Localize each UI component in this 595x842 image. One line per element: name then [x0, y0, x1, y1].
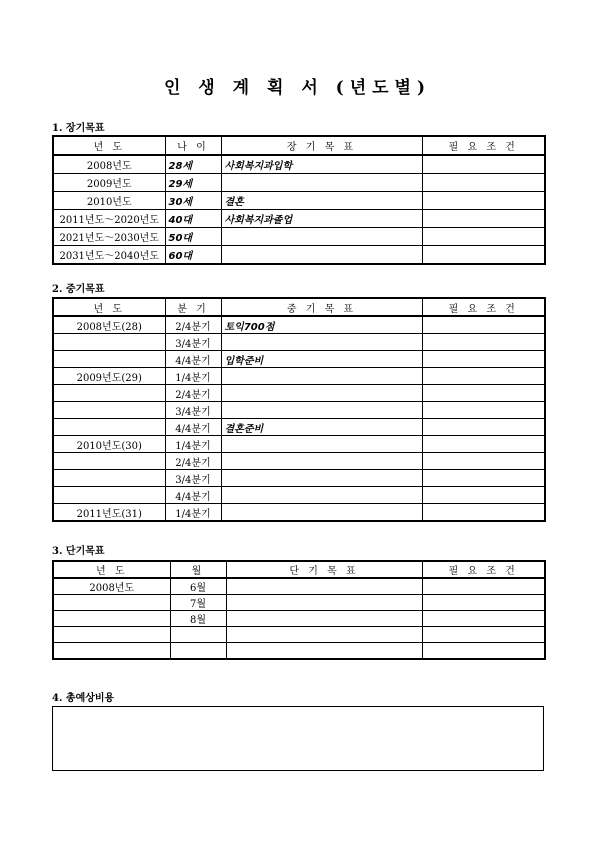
month-cell[interactable]	[170, 627, 226, 643]
goal-cell[interactable]: 결혼준비	[221, 419, 422, 436]
table-row	[53, 192, 545, 210]
header-requirements: 필 요 조 건	[422, 136, 545, 155]
requirement-cell[interactable]	[422, 643, 545, 660]
goal-cell[interactable]: 결혼	[221, 192, 422, 210]
age-cell[interactable]: 60대	[165, 246, 221, 265]
year-cell[interactable]: 2011년도(31)	[53, 504, 165, 522]
header-quarter: 분 기	[165, 298, 221, 316]
age-cell[interactable]: 29세	[165, 174, 221, 192]
table-row	[53, 487, 545, 504]
quarter-cell[interactable]: 3/4분기	[165, 334, 221, 351]
quarter-cell[interactable]: 2/4분기	[165, 385, 221, 402]
age-cell[interactable]: 40대	[165, 210, 221, 228]
table-row	[53, 595, 545, 611]
table-row	[53, 385, 545, 402]
quarter-cell[interactable]: 2/4분기	[165, 453, 221, 470]
goal-cell[interactable]	[221, 504, 422, 522]
requirement-cell[interactable]	[422, 155, 545, 174]
requirement-cell[interactable]	[422, 174, 545, 192]
month-cell[interactable]: 7월	[170, 595, 226, 611]
requirement-cell[interactable]	[422, 595, 545, 611]
mid-term-goals-table	[52, 297, 546, 522]
header-requirements: 필 요 조 건	[422, 561, 545, 578]
table-row	[53, 643, 545, 660]
table-header-row	[53, 298, 545, 316]
section-heading-total-cost: 4. 총예상비용	[52, 693, 115, 704]
quarter-cell[interactable]: 4/4분기	[165, 419, 221, 436]
page-title: 인 생 계 획 서 (년도별)	[163, 78, 432, 98]
goal-cell[interactable]	[221, 470, 422, 487]
year-cell[interactable]: 2010년도	[53, 192, 165, 210]
requirement-cell[interactable]	[422, 470, 545, 487]
requirement-cell[interactable]	[422, 334, 545, 351]
year-cell[interactable]	[53, 643, 170, 660]
table-row	[53, 419, 545, 436]
requirement-cell[interactable]	[422, 246, 545, 265]
year-cell[interactable]: 2031년도～2040년도	[53, 246, 165, 265]
year-cell[interactable]	[53, 453, 165, 470]
requirement-cell[interactable]	[422, 419, 545, 436]
table-row	[53, 504, 545, 522]
quarter-cell[interactable]: 1/4분기	[165, 368, 221, 385]
year-cell[interactable]	[53, 611, 170, 627]
table-row	[53, 351, 545, 368]
month-cell[interactable]: 8월	[170, 611, 226, 627]
header-year: 년 도	[53, 561, 170, 578]
goal-cell[interactable]	[221, 246, 422, 265]
goal-cell[interactable]	[221, 174, 422, 192]
requirement-cell[interactable]	[422, 402, 545, 419]
age-cell[interactable]: 30세	[165, 192, 221, 210]
table-row	[53, 174, 545, 192]
goal-cell[interactable]	[221, 436, 422, 453]
age-cell[interactable]: 28세	[165, 155, 221, 174]
header-short-term-goal: 단 기 목 표	[226, 561, 422, 578]
goal-cell[interactable]: 입학준비	[221, 351, 422, 368]
header-year: 년 도	[53, 136, 165, 155]
goal-cell[interactable]	[221, 334, 422, 351]
requirement-cell[interactable]	[422, 228, 545, 246]
year-cell[interactable]: 2009년도	[53, 174, 165, 192]
quarter-cell[interactable]: 3/4분기	[165, 470, 221, 487]
requirement-cell[interactable]	[422, 578, 545, 595]
table-row	[53, 316, 545, 334]
requirement-cell[interactable]	[422, 627, 545, 643]
total-cost-box[interactable]	[52, 706, 544, 771]
table-row	[53, 470, 545, 487]
quarter-cell[interactable]: 1/4분기	[165, 436, 221, 453]
month-cell[interactable]	[170, 643, 226, 660]
requirement-cell[interactable]	[422, 316, 545, 334]
goal-cell[interactable]	[221, 487, 422, 504]
goal-cell[interactable]	[221, 228, 422, 246]
year-cell[interactable]: 2010년도(30)	[53, 436, 165, 453]
table-row	[53, 246, 545, 265]
goal-cell[interactable]: 사회복지과졸업	[221, 210, 422, 228]
month-cell[interactable]: 6월	[170, 578, 226, 595]
header-requirements: 필 요 조 건	[422, 298, 545, 316]
requirement-cell[interactable]	[422, 436, 545, 453]
year-cell[interactable]	[53, 402, 165, 419]
requirement-cell[interactable]	[422, 210, 545, 228]
short-term-goals-table	[52, 560, 546, 660]
year-cell[interactable]	[53, 627, 170, 643]
header-mid-term-goal: 중 기 목 표	[221, 298, 422, 316]
year-cell[interactable]: 2011년도～2020년도	[53, 210, 165, 228]
requirement-cell[interactable]	[422, 453, 545, 470]
year-cell[interactable]: 2008년도	[53, 155, 165, 174]
year-cell[interactable]	[53, 334, 165, 351]
quarter-cell[interactable]: 4/4분기	[165, 351, 221, 368]
table-header-row	[53, 561, 545, 578]
table-row	[53, 368, 545, 385]
goal-cell[interactable]	[226, 578, 422, 595]
year-cell[interactable]	[53, 419, 165, 436]
year-cell[interactable]	[53, 487, 165, 504]
header-long-term-goal: 장 기 목 표	[221, 136, 422, 155]
year-cell[interactable]	[53, 351, 165, 368]
table-row	[53, 155, 545, 174]
goal-cell[interactable]	[226, 627, 422, 643]
goal-cell[interactable]: 토익700점	[221, 316, 422, 334]
table-row	[53, 210, 545, 228]
goal-cell[interactable]	[221, 385, 422, 402]
table-row	[53, 627, 545, 643]
goal-cell[interactable]	[226, 611, 422, 627]
section-heading-mid-term: 2. 중기목표	[52, 284, 105, 295]
table-row	[53, 334, 545, 351]
year-cell[interactable]: 2009년도(29)	[53, 368, 165, 385]
requirement-cell[interactable]	[422, 351, 545, 368]
quarter-cell[interactable]: 4/4분기	[165, 487, 221, 504]
year-cell[interactable]	[53, 595, 170, 611]
table-row	[53, 578, 545, 595]
year-cell[interactable]: 2008년도	[53, 578, 170, 595]
quarter-cell[interactable]: 2/4분기	[165, 316, 221, 334]
table-row	[53, 436, 545, 453]
goal-cell[interactable]	[221, 402, 422, 419]
table-row	[53, 453, 545, 470]
goal-cell[interactable]	[221, 368, 422, 385]
header-month: 월	[170, 561, 226, 578]
header-age: 나 이	[165, 136, 221, 155]
requirement-cell[interactable]	[422, 611, 545, 627]
section-heading-short-term: 3. 단기목표	[52, 546, 105, 557]
table-row	[53, 228, 545, 246]
goal-cell[interactable]	[226, 595, 422, 611]
year-cell[interactable]	[53, 385, 165, 402]
year-cell[interactable]	[53, 470, 165, 487]
year-cell[interactable]: 2008년도(28)	[53, 316, 165, 334]
goal-cell[interactable]: 사회복지과입학	[221, 155, 422, 174]
quarter-cell[interactable]: 3/4분기	[165, 402, 221, 419]
header-year: 년 도	[53, 298, 165, 316]
section-heading-long-term: 1. 장기목표	[52, 123, 105, 134]
quarter-cell[interactable]: 1/4분기	[165, 504, 221, 522]
age-cell[interactable]: 50대	[165, 228, 221, 246]
requirement-cell[interactable]	[422, 368, 545, 385]
requirement-cell[interactable]	[422, 487, 545, 504]
table-row	[53, 611, 545, 627]
requirement-cell[interactable]	[422, 385, 545, 402]
goal-cell[interactable]	[221, 453, 422, 470]
table-header-row	[53, 136, 545, 155]
table-row	[53, 402, 545, 419]
long-term-goals-table	[52, 135, 546, 265]
requirement-cell[interactable]	[422, 192, 545, 210]
year-cell[interactable]: 2021년도～2030년도	[53, 228, 165, 246]
goal-cell[interactable]	[226, 643, 422, 660]
requirement-cell[interactable]	[422, 504, 545, 522]
